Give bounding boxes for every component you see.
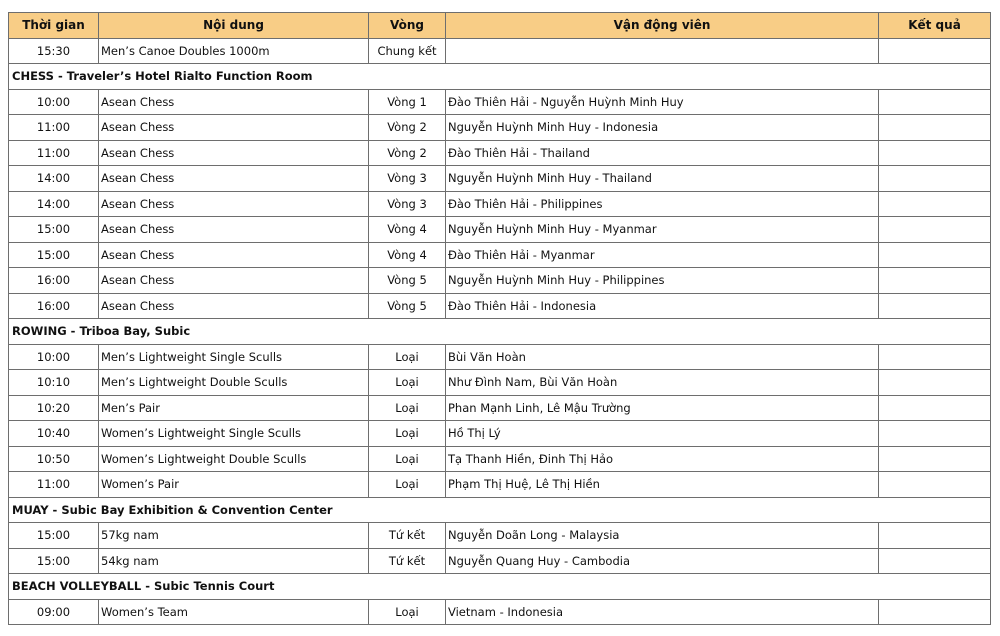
table-row <box>9 395 991 421</box>
event-cell: Asean Chess <box>99 140 369 166</box>
table-row <box>9 548 991 574</box>
event-cell: Asean Chess <box>99 89 369 115</box>
event-cell: Asean Chess <box>99 268 369 294</box>
event-cell: Asean Chess <box>99 217 369 243</box>
time-cell: 10:50 <box>9 446 99 472</box>
header-result: Kết quả <box>879 13 991 39</box>
round-cell: Loại <box>369 395 446 421</box>
time-cell: 11:00 <box>9 140 99 166</box>
time-cell: 10:00 <box>9 344 99 370</box>
schedule-table <box>8 12 991 625</box>
schedule-container <box>8 12 991 625</box>
time-cell: 10:10 <box>9 370 99 396</box>
result-cell <box>879 370 991 396</box>
table-row <box>9 446 991 472</box>
round-cell: Loại <box>369 599 446 625</box>
table-body <box>9 38 991 625</box>
event-cell: Asean Chess <box>99 115 369 141</box>
section-title: CHESS - Traveler’s Hotel Rialto Function Room <box>9 64 991 90</box>
section-row <box>9 319 991 345</box>
table-header <box>9 13 991 39</box>
table-row <box>9 140 991 166</box>
event-cell: Women’s Pair <box>99 472 369 498</box>
event-cell: 54kg nam <box>99 548 369 574</box>
athletes-cell: Nguyễn Quang Huy - Cambodia <box>446 548 879 574</box>
round-cell: Loại <box>369 446 446 472</box>
result-cell <box>879 293 991 319</box>
event-cell: Asean Chess <box>99 242 369 268</box>
time-cell: 15:00 <box>9 217 99 243</box>
result-cell <box>879 89 991 115</box>
round-cell: Vòng 4 <box>369 217 446 243</box>
athletes-cell: Như Đình Nam, Bùi Văn Hoàn <box>446 370 879 396</box>
header-time: Thời gian <box>9 13 99 39</box>
result-cell <box>879 421 991 447</box>
round-cell: Vòng 1 <box>369 89 446 115</box>
athletes-cell: Nguyễn Huỳnh Minh Huy - Philippines <box>446 268 879 294</box>
event-cell: Men’s Lightweight Single Sculls <box>99 344 369 370</box>
time-cell: 16:00 <box>9 268 99 294</box>
time-cell: 16:00 <box>9 293 99 319</box>
header-round: Vòng <box>369 13 446 39</box>
table-row <box>9 370 991 396</box>
result-cell <box>879 268 991 294</box>
table-row <box>9 242 991 268</box>
athletes-cell: Phạm Thị Huệ, Lê Thị Hiền <box>446 472 879 498</box>
table-row <box>9 472 991 498</box>
time-cell: 15:30 <box>9 38 99 64</box>
athletes-cell: Đào Thiên Hải - Nguyễn Huỳnh Minh Huy <box>446 89 879 115</box>
round-cell: Chung kết <box>369 38 446 64</box>
round-cell: Vòng 5 <box>369 268 446 294</box>
athletes-cell: Nguyễn Huỳnh Minh Huy - Myanmar <box>446 217 879 243</box>
table-row <box>9 293 991 319</box>
event-cell: Women’s Team <box>99 599 369 625</box>
athletes-cell: Vietnam - Indonesia <box>446 599 879 625</box>
event-cell: Men’s Canoe Doubles 1000m <box>99 38 369 64</box>
section-row <box>9 64 991 90</box>
table-row <box>9 523 991 549</box>
round-cell: Loại <box>369 472 446 498</box>
table-row <box>9 38 991 64</box>
section-row <box>9 497 991 523</box>
athletes-cell: Đào Thiên Hải - Philippines <box>446 191 879 217</box>
time-cell: 10:40 <box>9 421 99 447</box>
round-cell: Loại <box>369 344 446 370</box>
result-cell <box>879 38 991 64</box>
athletes-cell: Phan Mạnh Linh, Lê Mậu Trường <box>446 395 879 421</box>
event-cell: 57kg nam <box>99 523 369 549</box>
athletes-cell: Nguyễn Huỳnh Minh Huy - Thailand <box>446 166 879 192</box>
result-cell <box>879 217 991 243</box>
round-cell: Vòng 5 <box>369 293 446 319</box>
time-cell: 15:00 <box>9 523 99 549</box>
athletes-cell: Nguyễn Doãn Long - Malaysia <box>446 523 879 549</box>
result-cell <box>879 344 991 370</box>
event-cell: Men’s Lightweight Double Sculls <box>99 370 369 396</box>
result-cell <box>879 599 991 625</box>
event-cell: Asean Chess <box>99 293 369 319</box>
result-cell <box>879 548 991 574</box>
table-row <box>9 191 991 217</box>
result-cell <box>879 446 991 472</box>
time-cell: 10:20 <box>9 395 99 421</box>
table-row <box>9 268 991 294</box>
event-cell: Women’s Lightweight Double Sculls <box>99 446 369 472</box>
athletes-cell: Đào Thiên Hải - Thailand <box>446 140 879 166</box>
round-cell: Vòng 3 <box>369 191 446 217</box>
time-cell: 14:00 <box>9 166 99 192</box>
time-cell: 09:00 <box>9 599 99 625</box>
table-row <box>9 344 991 370</box>
table-row <box>9 217 991 243</box>
table-row <box>9 421 991 447</box>
result-cell <box>879 191 991 217</box>
event-cell: Asean Chess <box>99 191 369 217</box>
athletes-cell: Đào Thiên Hải - Indonesia <box>446 293 879 319</box>
result-cell <box>879 115 991 141</box>
table-row <box>9 599 991 625</box>
round-cell: Tứ kết <box>369 523 446 549</box>
section-title: BEACH VOLLEYBALL - Subic Tennis Court <box>9 574 991 600</box>
time-cell: 11:00 <box>9 472 99 498</box>
time-cell: 10:00 <box>9 89 99 115</box>
result-cell <box>879 166 991 192</box>
event-cell: Women’s Lightweight Single Sculls <box>99 421 369 447</box>
table-row <box>9 115 991 141</box>
header-content: Nội dung <box>99 13 369 39</box>
time-cell: 15:00 <box>9 242 99 268</box>
time-cell: 11:00 <box>9 115 99 141</box>
section-title: ROWING - Triboa Bay, Subic <box>9 319 991 345</box>
result-cell <box>879 523 991 549</box>
round-cell: Loại <box>369 370 446 396</box>
table-row <box>9 89 991 115</box>
event-cell: Men’s Pair <box>99 395 369 421</box>
round-cell: Vòng 2 <box>369 140 446 166</box>
round-cell: Loại <box>369 421 446 447</box>
time-cell: 14:00 <box>9 191 99 217</box>
result-cell <box>879 242 991 268</box>
result-cell <box>879 395 991 421</box>
athletes-cell: Đào Thiên Hải - Myanmar <box>446 242 879 268</box>
event-cell: Asean Chess <box>99 166 369 192</box>
header-row <box>9 13 991 39</box>
round-cell: Tứ kết <box>369 548 446 574</box>
athletes-cell: Nguyễn Huỳnh Minh Huy - Indonesia <box>446 115 879 141</box>
time-cell: 15:00 <box>9 548 99 574</box>
athletes-cell: Tạ Thanh Hiền, Đinh Thị Hảo <box>446 446 879 472</box>
athletes-cell: Hồ Thị Lý <box>446 421 879 447</box>
section-row <box>9 574 991 600</box>
round-cell: Vòng 4 <box>369 242 446 268</box>
result-cell <box>879 140 991 166</box>
athletes-cell: Bùi Văn Hoàn <box>446 344 879 370</box>
round-cell: Vòng 3 <box>369 166 446 192</box>
table-row <box>9 166 991 192</box>
result-cell <box>879 472 991 498</box>
section-title: MUAY - Subic Bay Exhibition & Convention Center <box>9 497 991 523</box>
header-athletes: Vận động viên <box>446 13 879 39</box>
athletes-cell <box>446 38 879 64</box>
round-cell: Vòng 2 <box>369 115 446 141</box>
